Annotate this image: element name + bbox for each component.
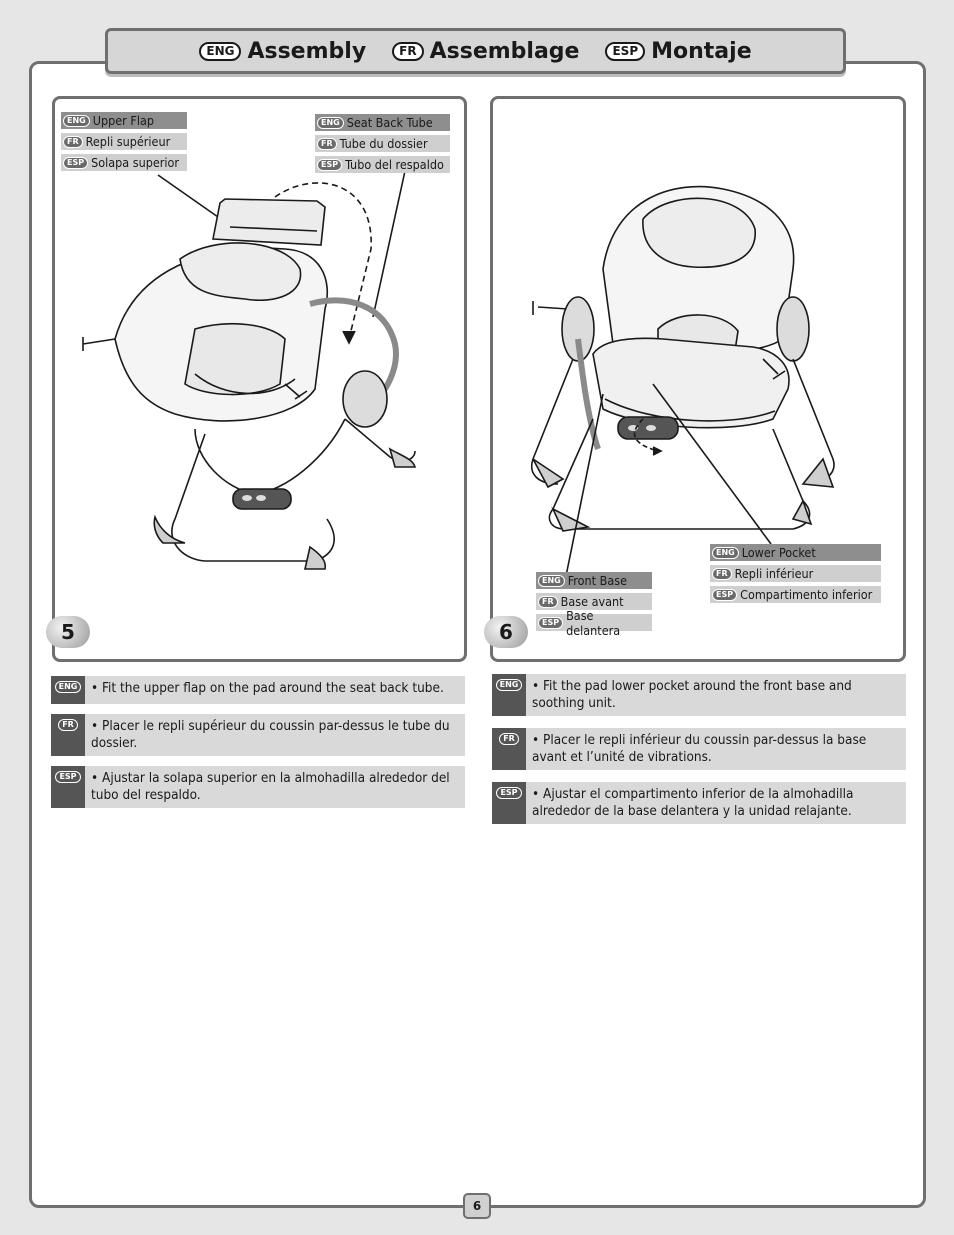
label-lower-pocket-fr [710, 565, 881, 582]
label-upper-flap-esp [61, 154, 187, 171]
header-eng [199, 39, 366, 64]
lang-badge: FR [499, 733, 519, 745]
step-number-6: 6 [484, 616, 528, 648]
instruction-eng [492, 674, 906, 716]
lang-badge: ENG [317, 117, 344, 129]
lang-badge: ENG [63, 115, 90, 127]
lang-badge: ENG [496, 679, 523, 691]
step-5-panel [52, 96, 467, 662]
lang-badge: ENG [55, 681, 82, 693]
header-title-fr: Assemblage [429, 38, 580, 64]
instruction-esp [492, 782, 906, 824]
lang-badge: ESP [55, 771, 80, 783]
label-lower-pocket-eng [710, 544, 881, 561]
instruction-fr [51, 714, 465, 756]
label-text: Repli inférieur [734, 566, 814, 581]
lang-badge: FR [317, 138, 337, 150]
lang-badge-esp: ESP [605, 42, 645, 61]
step-5-instructions [51, 676, 465, 808]
label-text: Upper Flap [92, 113, 154, 128]
instruction-text: • Ajustar el compartimento inferior de la almohadilla alrededor de la base delantera y la unidad relajante. [532, 786, 854, 819]
front-base-labels [536, 572, 652, 638]
label-text: Seat Back Tube [346, 115, 433, 130]
label-front-base-esp [536, 607, 652, 638]
upper-flap-labels [61, 112, 187, 171]
instruction-text: • Ajustar la solapa superior en la almohadilla alrededor del tubo del respaldo. [91, 770, 450, 803]
lang-badge: FR [58, 719, 78, 731]
lang-badge: ESP [712, 589, 737, 601]
step-6-instructions [492, 674, 906, 824]
lower-pocket-labels [710, 544, 881, 603]
instruction-text: • Placer le repli supérieur du coussin par-dessus le tube du dossier. [91, 718, 450, 751]
header-title-esp: Montaje [651, 38, 752, 64]
label-text: Base avant [560, 594, 624, 609]
lang-tag [51, 714, 85, 756]
seat-back-tube-labels [315, 114, 450, 173]
page-header [105, 28, 846, 74]
header-esp [605, 39, 751, 64]
step-6-panel [490, 96, 906, 662]
lang-badge-fr: FR [392, 42, 423, 61]
instruction-esp [51, 766, 465, 808]
label-upper-flap-fr [61, 133, 187, 150]
label-text: Tube du dossier [339, 136, 428, 151]
instruction-text: • Placer le repli inférieur du coussin par-dessus la base avant et l’unité de vibrations. [532, 732, 867, 765]
instruction-eng [51, 676, 465, 704]
lang-tag [492, 782, 526, 824]
label-lower-pocket-esp [710, 586, 881, 603]
swing-illustration-step5 [55, 99, 464, 659]
label-text: Solapa superior [91, 155, 180, 170]
label-seat-tube-esp [315, 156, 450, 173]
lang-badge: ESP [538, 617, 563, 629]
lang-badge: FR [712, 568, 732, 580]
lang-badge: ENG [712, 547, 739, 559]
header-title-eng: Assembly [247, 38, 367, 64]
label-text: Compartimento inferior [740, 587, 873, 602]
label-text: Tubo del respaldo [345, 157, 444, 172]
step-number-5: 5 [46, 616, 90, 648]
lang-tag [492, 728, 526, 770]
lang-tag [492, 674, 526, 716]
label-text: Lower Pocket [741, 545, 816, 560]
lang-badge: FR [538, 596, 558, 608]
label-text: Front Base [567, 573, 628, 588]
lang-badge: ESP [496, 787, 521, 799]
instruction-fr [492, 728, 906, 770]
header-fr [392, 39, 579, 64]
instruction-text: • Fit the pad lower pocket around the front base and soothing unit. [532, 678, 852, 711]
label-text: Repli supérieur [85, 134, 171, 149]
lang-badge: ESP [63, 157, 88, 169]
label-seat-tube-eng [315, 114, 450, 131]
label-seat-tube-fr [315, 135, 450, 152]
label-text: Base delantera [566, 607, 621, 638]
label-upper-flap-eng [61, 112, 187, 129]
label-front-base-eng [536, 572, 652, 589]
lang-tag [51, 676, 85, 704]
instruction-text: • Fit the upper flap on the pad around the seat back tube. [91, 680, 444, 696]
lang-badge: FR [63, 136, 83, 148]
lang-badge: ENG [538, 575, 565, 587]
page-number: 6 [463, 1193, 491, 1219]
lang-badge: ESP [317, 159, 342, 171]
lang-badge-eng: ENG [199, 42, 241, 61]
lang-tag [51, 766, 85, 808]
